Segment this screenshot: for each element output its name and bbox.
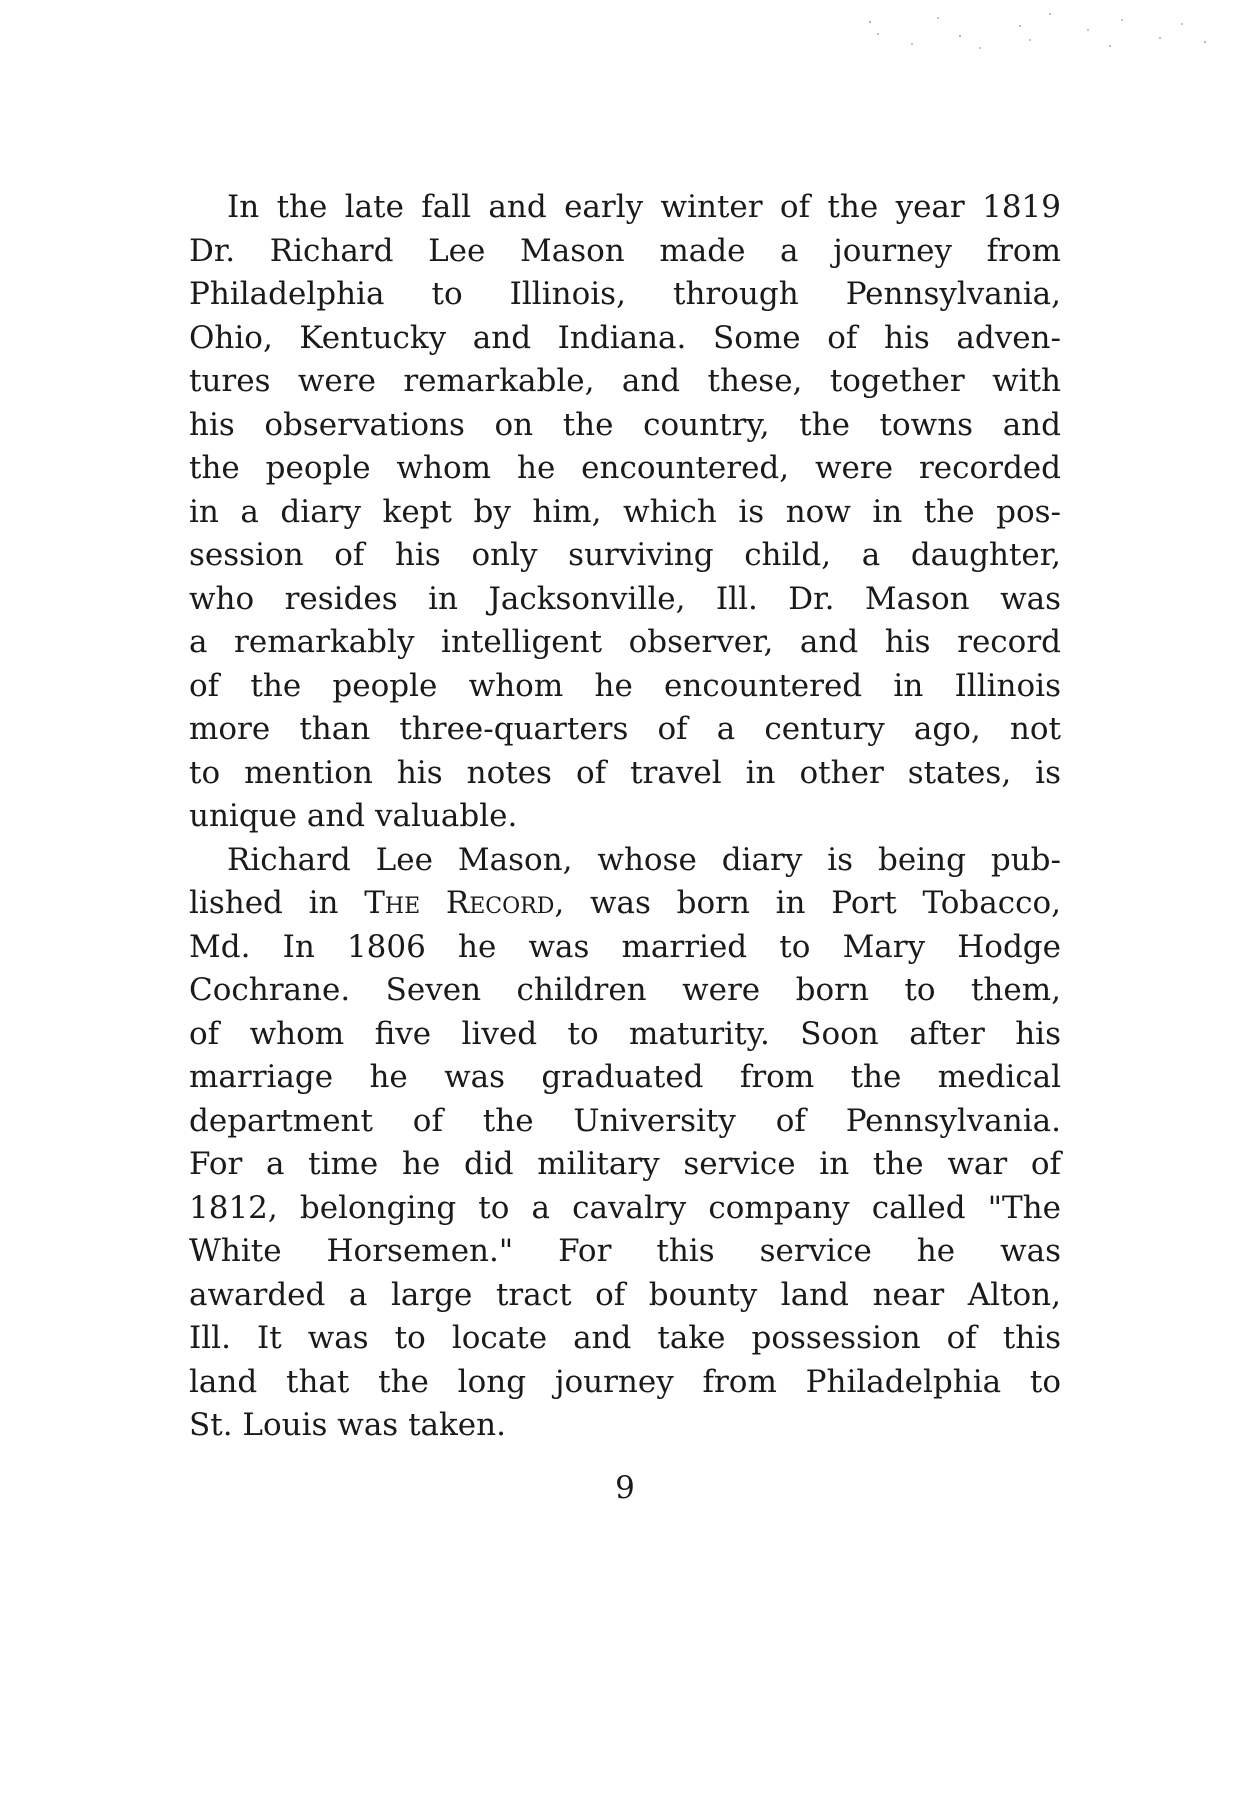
text-line: a remarkably intelligent observer, and his record bbox=[189, 624, 1061, 660]
text-line: of the people whom he encountered in Illinois bbox=[189, 667, 1061, 704]
text-run: , was born in Port Tobacco, bbox=[554, 885, 1061, 921]
text-line bbox=[189, 882, 1061, 926]
text-line: marriage he was graduated from the medical bbox=[189, 1059, 1061, 1095]
text-line: Md. In 1806 he was married to Mary Hodge bbox=[189, 928, 1061, 965]
text-line: Cochrane. Seven children were born to them, bbox=[189, 972, 1061, 1008]
text-line: more than three-quarters of a century ago, not bbox=[189, 711, 1061, 747]
text-line: 1812, belonging to a cavalry company called "The bbox=[189, 1189, 1061, 1226]
text-line: of whom five lived to maturity. Soon after his bbox=[189, 1015, 1061, 1052]
body-text bbox=[189, 186, 1061, 1448]
text-line: Philadelphia to Illinois, through Pennsylvania, bbox=[189, 276, 1061, 312]
text-line: Ill. It was to locate and take possession of this bbox=[189, 1320, 1061, 1356]
text-line: land that the long journey from Philadelphia to bbox=[189, 1363, 1061, 1400]
text-line: Ohio, Kentucky and Indiana. Some of his adven- bbox=[189, 319, 1061, 356]
text-line: in a diary kept by him, which is now in the pos- bbox=[189, 493, 1061, 530]
text-line: White Horsemen." For this service he was bbox=[189, 1233, 1061, 1269]
publication-name: The Record bbox=[364, 885, 555, 921]
text-line: who resides in Jacksonville, Ill. Dr. Mason was bbox=[189, 580, 1061, 617]
text-line: In the late fall and early winter of the year 1819 bbox=[227, 189, 1061, 225]
page-number: 9 bbox=[615, 1470, 635, 1506]
text-run: lished in bbox=[189, 885, 365, 921]
text-line: department of the University of Pennsylvania. bbox=[189, 1102, 1061, 1139]
text-line: Dr. Richard Lee Mason made a journey from bbox=[189, 232, 1061, 269]
text-line: unique and valuable. bbox=[189, 798, 518, 834]
text-line: his observations on the country, the towns and bbox=[189, 406, 1061, 443]
text-line: to mention his notes of travel in other states, is bbox=[189, 754, 1061, 791]
text-line: session of his only surviving child, a daughter, bbox=[189, 537, 1061, 573]
text-line: St. Louis was taken. bbox=[189, 1407, 506, 1443]
text-line: awarded a large tract of bounty land near Alton, bbox=[189, 1276, 1061, 1313]
text-line: the people whom he encountered, were recorded bbox=[189, 450, 1061, 486]
text-line: For a time he did military service in the war of bbox=[189, 1146, 1061, 1182]
scan-specks bbox=[860, 8, 1220, 58]
text-line: tures were remarkable, and these, together with bbox=[189, 363, 1061, 399]
text-line: Richard Lee Mason, whose diary is being pub- bbox=[227, 841, 1061, 878]
